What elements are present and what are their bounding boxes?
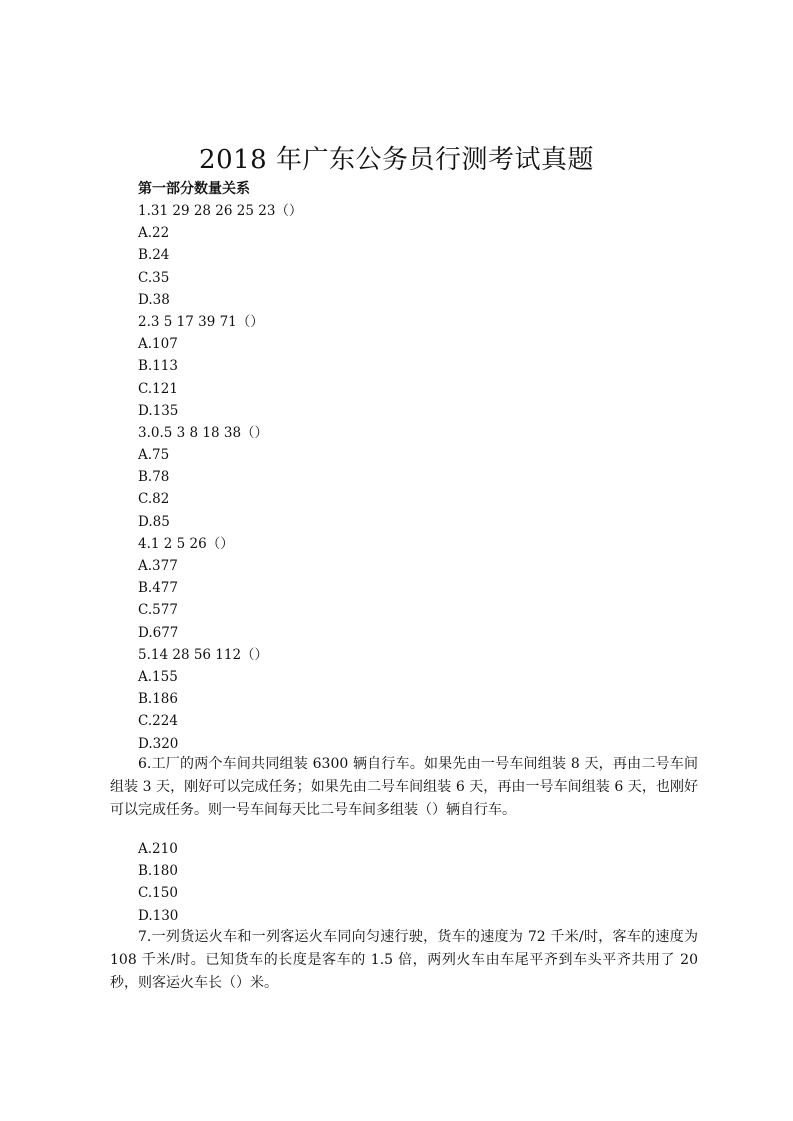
question-4-option-d: D.677 (138, 624, 179, 641)
question-6-option-a: A.210 (138, 841, 178, 857)
question-2-option-c: C.121 (138, 380, 178, 397)
questions-1-5 (138, 200, 698, 755)
question-6-options (138, 838, 698, 927)
question-3-stem: 3.0.5 3 8 18 38（） (138, 424, 269, 441)
question-2-option-b: B.113 (138, 358, 178, 375)
question-3-option-d: D.85 (138, 513, 170, 530)
question-1-option-d: D.38 (138, 291, 170, 308)
question-4-option-b: B.477 (138, 580, 178, 597)
section-heading: 第一部分数量关系 (138, 181, 250, 197)
question-5-option-c: C.224 (138, 713, 178, 730)
question-4-stem: 4.1 2 5 26（） (138, 535, 234, 552)
question-5-option-d: D.320 (138, 735, 179, 752)
question-4-option-c: C.577 (138, 602, 178, 619)
question-1-stem: 1.31 29 28 26 25 23（） (138, 203, 303, 219)
question-3-option-c: C.82 (138, 491, 170, 508)
question-2-option-d: D.135 (138, 402, 179, 419)
question-2-option-a: A.107 (138, 336, 178, 353)
question-4-option-a: A.377 (138, 558, 178, 574)
question-1-option-a: A.22 (138, 225, 170, 242)
question-3-option-b: B.78 (138, 469, 170, 486)
question-5-option-a: A.155 (138, 668, 178, 685)
question-5-stem: 5.14 28 56 112（） (138, 646, 269, 663)
question-6-option-b: B.180 (138, 863, 178, 880)
question-5-option-b: B.186 (138, 691, 178, 708)
question-1-option-b: B.24 (138, 247, 170, 264)
question-6-option-c: C.150 (138, 885, 178, 902)
question-3-option-a: A.75 (138, 447, 170, 464)
question-6-option-d: D.130 (138, 907, 179, 924)
question-7-stem: 7.一列货运火车和一列客运火车同向匀速行驶，货车的速度为 72 千米/时，客车的速度为 108 千米/时。已知货车的长度是客车的 1.5 倍，两列火车由车尾平齐到车头平齐共用了 20 秒，则客运火车长（）米。 (110, 929, 698, 991)
document-title: 2018 年广东公务员行测考试真题 (199, 145, 594, 175)
question-2-stem: 2.3 5 17 39 71（） (138, 313, 264, 330)
question-1-option-c: C.35 (138, 269, 170, 286)
question-6-stem: 6.工厂的两个车间共同组装 6300 辆自行车。如果先由一号车间组装 8 天，再由二号车间组装 3 天，刚好可以完成任务；如果先由二号车间组装 6 天，再由一号车间组装 6 天，也刚好可以完成任务。则一号车间每天比二号车间多组装（）辆自行车。 (110, 756, 698, 818)
